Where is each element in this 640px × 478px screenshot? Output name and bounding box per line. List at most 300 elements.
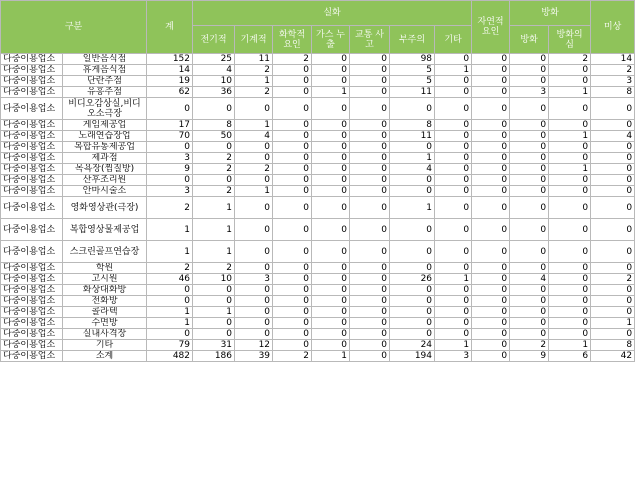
value-cell: 0	[235, 296, 273, 307]
value-cell: 0	[193, 98, 235, 120]
table-row	[1, 153, 635, 164]
value-cell: 0	[472, 241, 510, 263]
value-cell: 0	[390, 98, 435, 120]
gas-leak-header: 가스 누출	[312, 26, 350, 54]
table-row	[1, 164, 635, 175]
value-cell: 0	[350, 164, 390, 175]
table-row	[1, 175, 635, 186]
row-group-cell: 다중이용업소	[1, 219, 63, 241]
value-cell: 1	[235, 186, 273, 197]
value-cell: 0	[472, 219, 510, 241]
value-cell: 5	[390, 65, 435, 76]
value-cell: 0	[472, 131, 510, 142]
row-group-cell: 다중이용업소	[1, 285, 63, 296]
value-cell: 0	[591, 197, 635, 219]
value-cell: 24	[390, 340, 435, 351]
value-cell: 0	[193, 285, 235, 296]
fire-group-header: 실화	[193, 1, 472, 26]
value-cell: 0	[147, 142, 193, 153]
value-cell: 2	[193, 186, 235, 197]
value-cell: 0	[549, 197, 591, 219]
row-group-cell: 다중이용업소	[1, 164, 63, 175]
value-cell: 4	[390, 164, 435, 175]
value-cell: 2	[147, 197, 193, 219]
value-cell: 0	[312, 285, 350, 296]
value-cell: 0	[472, 329, 510, 340]
value-cell: 4	[510, 274, 549, 285]
value-cell: 0	[549, 318, 591, 329]
value-cell: 26	[390, 274, 435, 285]
value-cell: 0	[312, 318, 350, 329]
value-cell: 0	[350, 131, 390, 142]
value-cell: 0	[312, 175, 350, 186]
chemical-header: 화학적 요인	[273, 26, 312, 54]
value-cell: 0	[350, 351, 390, 362]
value-cell: 39	[235, 351, 273, 362]
row-category-cell: 스크린골프연습장	[63, 241, 147, 263]
table-row	[1, 340, 635, 351]
value-cell: 0	[273, 263, 312, 274]
value-cell: 9	[147, 164, 193, 175]
value-cell: 2	[235, 164, 273, 175]
value-cell: 2	[591, 274, 635, 285]
row-category-cell: 유흥주점	[63, 87, 147, 98]
total-header: 계	[147, 1, 193, 54]
value-cell: 0	[390, 296, 435, 307]
value-cell: 0	[472, 175, 510, 186]
traffic-accident-header: 교통 사고	[350, 26, 390, 54]
row-category-cell: 일반음식점	[63, 54, 147, 65]
value-cell: 0	[312, 274, 350, 285]
value-cell: 4	[235, 131, 273, 142]
value-cell: 0	[472, 307, 510, 318]
value-cell: 0	[549, 274, 591, 285]
table-row	[1, 219, 635, 241]
table-row	[1, 263, 635, 274]
value-cell: 0	[549, 219, 591, 241]
value-cell: 2	[591, 65, 635, 76]
value-cell: 0	[147, 285, 193, 296]
value-cell: 1	[435, 340, 472, 351]
row-category-cell: 단란주점	[63, 76, 147, 87]
value-cell: 1	[147, 318, 193, 329]
value-cell: 0	[235, 329, 273, 340]
value-cell: 0	[472, 76, 510, 87]
value-cell: 0	[472, 197, 510, 219]
value-cell: 1	[549, 164, 591, 175]
value-cell: 2	[235, 65, 273, 76]
table-row	[1, 197, 635, 219]
value-cell: 11	[390, 87, 435, 98]
other-header: 기타	[435, 26, 472, 54]
value-cell: 8	[591, 87, 635, 98]
row-category-cell: 콜라텍	[63, 307, 147, 318]
value-cell: 0	[435, 219, 472, 241]
table-row	[1, 76, 635, 87]
value-cell: 5	[390, 76, 435, 87]
value-cell: 0	[435, 307, 472, 318]
value-cell: 0	[549, 98, 591, 120]
row-group-cell: 다중이용업소	[1, 98, 63, 120]
value-cell: 2	[147, 263, 193, 274]
value-cell: 1	[549, 131, 591, 142]
value-cell: 0	[273, 87, 312, 98]
value-cell: 50	[193, 131, 235, 142]
value-cell: 0	[549, 296, 591, 307]
row-group-cell: 다중이용업소	[1, 263, 63, 274]
row-group-cell: 다중이용업소	[1, 318, 63, 329]
value-cell: 0	[350, 296, 390, 307]
value-cell: 0	[510, 241, 549, 263]
value-cell: 1	[435, 274, 472, 285]
row-group-cell: 다중이용업소	[1, 87, 63, 98]
value-cell: 0	[549, 263, 591, 274]
value-cell: 0	[591, 120, 635, 131]
value-cell: 0	[591, 186, 635, 197]
value-cell: 14	[147, 65, 193, 76]
value-cell: 2	[193, 164, 235, 175]
value-cell: 0	[435, 186, 472, 197]
value-cell: 0	[193, 175, 235, 186]
row-group-cell: 다중이용업소	[1, 142, 63, 153]
value-cell: 3	[591, 76, 635, 87]
value-cell: 0	[472, 153, 510, 164]
value-cell: 1	[147, 219, 193, 241]
row-category-cell: 화상대화방	[63, 285, 147, 296]
value-cell: 0	[350, 274, 390, 285]
row-group-cell: 다중이용업소	[1, 186, 63, 197]
row-group-cell: 다중이용업소	[1, 120, 63, 131]
value-cell: 0	[350, 285, 390, 296]
value-cell: 0	[273, 153, 312, 164]
value-cell: 0	[273, 274, 312, 285]
value-cell: 0	[510, 296, 549, 307]
value-cell: 0	[435, 175, 472, 186]
row-group-cell: 다중이용업소	[1, 175, 63, 186]
value-cell: 3	[510, 87, 549, 98]
mechanical-header: 기계적	[235, 26, 273, 54]
value-cell: 36	[193, 87, 235, 98]
value-cell: 0	[591, 329, 635, 340]
value-cell: 0	[390, 318, 435, 329]
value-cell: 1	[235, 120, 273, 131]
value-cell: 0	[435, 329, 472, 340]
value-cell: 0	[510, 318, 549, 329]
value-cell: 0	[510, 307, 549, 318]
value-cell: 0	[312, 329, 350, 340]
value-cell: 0	[273, 131, 312, 142]
value-cell: 482	[147, 351, 193, 362]
value-cell: 0	[350, 219, 390, 241]
value-cell: 0	[350, 329, 390, 340]
value-cell: 0	[510, 285, 549, 296]
value-cell: 0	[435, 318, 472, 329]
value-cell: 0	[235, 153, 273, 164]
value-cell: 0	[435, 296, 472, 307]
value-cell: 1	[147, 241, 193, 263]
unknown-header: 미상	[591, 1, 635, 54]
value-cell: 6	[549, 351, 591, 362]
value-cell: 9	[510, 351, 549, 362]
value-cell: 0	[435, 131, 472, 142]
table-body	[1, 54, 635, 362]
value-cell: 0	[350, 340, 390, 351]
row-category-cell: 게임제공업	[63, 120, 147, 131]
value-cell: 0	[591, 296, 635, 307]
value-cell: 2	[193, 263, 235, 274]
value-cell: 0	[312, 164, 350, 175]
table-row	[1, 98, 635, 120]
table-header	[1, 1, 635, 54]
value-cell: 0	[273, 329, 312, 340]
value-cell: 194	[390, 351, 435, 362]
value-cell: 0	[235, 175, 273, 186]
value-cell: 0	[147, 98, 193, 120]
value-cell: 0	[591, 285, 635, 296]
value-cell: 0	[435, 197, 472, 219]
value-cell: 0	[235, 197, 273, 219]
value-cell: 19	[147, 76, 193, 87]
table-row	[1, 329, 635, 340]
row-group-cell: 다중이용업소	[1, 307, 63, 318]
value-cell: 8	[390, 120, 435, 131]
value-cell: 0	[273, 340, 312, 351]
value-cell: 0	[435, 120, 472, 131]
value-cell: 0	[549, 153, 591, 164]
row-group-cell: 다중이용업소	[1, 65, 63, 76]
row-group-cell: 다중이용업소	[1, 329, 63, 340]
value-cell: 0	[235, 219, 273, 241]
value-cell: 0	[350, 120, 390, 131]
value-cell: 0	[193, 329, 235, 340]
value-cell: 0	[591, 263, 635, 274]
row-category-cell: 전화방	[63, 296, 147, 307]
value-cell: 0	[350, 98, 390, 120]
value-cell: 0	[312, 65, 350, 76]
row-category-cell: 휴게음식점	[63, 65, 147, 76]
value-cell: 0	[350, 153, 390, 164]
value-cell: 0	[510, 175, 549, 186]
value-cell: 0	[350, 186, 390, 197]
value-cell: 12	[235, 340, 273, 351]
value-cell: 0	[591, 153, 635, 164]
value-cell: 0	[510, 164, 549, 175]
table-row	[1, 54, 635, 65]
row-category-cell: 기타	[63, 340, 147, 351]
value-cell: 0	[147, 175, 193, 186]
value-cell: 0	[549, 241, 591, 263]
value-cell: 0	[390, 285, 435, 296]
natural-cause-header: 자연적 요인	[472, 1, 510, 54]
value-cell: 0	[312, 76, 350, 87]
value-cell: 3	[435, 351, 472, 362]
value-cell: 0	[273, 120, 312, 131]
value-cell: 0	[472, 285, 510, 296]
row-group-cell: 다중이용업소	[1, 274, 63, 285]
value-cell: 0	[549, 142, 591, 153]
value-cell: 0	[472, 142, 510, 153]
value-cell: 1	[390, 197, 435, 219]
value-cell: 0	[435, 153, 472, 164]
value-cell: 0	[510, 197, 549, 219]
value-cell: 1	[312, 87, 350, 98]
value-cell: 0	[312, 131, 350, 142]
row-category-cell: 실내사격장	[63, 329, 147, 340]
value-cell: 0	[472, 318, 510, 329]
value-cell: 1	[549, 87, 591, 98]
table-row	[1, 318, 635, 329]
value-cell: 0	[591, 175, 635, 186]
table-row	[1, 274, 635, 285]
value-cell: 0	[549, 120, 591, 131]
value-cell: 3	[147, 153, 193, 164]
value-cell: 0	[235, 318, 273, 329]
row-category-cell: 산후조리원	[63, 175, 147, 186]
row-group-cell: 다중이용업소	[1, 340, 63, 351]
value-cell: 3	[147, 186, 193, 197]
value-cell: 1	[235, 76, 273, 87]
value-cell: 0	[435, 241, 472, 263]
value-cell: 2	[510, 340, 549, 351]
value-cell: 0	[510, 186, 549, 197]
value-cell: 0	[390, 263, 435, 274]
value-cell: 0	[472, 296, 510, 307]
value-cell: 0	[273, 142, 312, 153]
value-cell: 0	[390, 307, 435, 318]
value-cell: 0	[273, 318, 312, 329]
value-cell: 2	[235, 87, 273, 98]
row-group-cell: 다중이용업소	[1, 76, 63, 87]
value-cell: 0	[510, 329, 549, 340]
value-cell: 0	[312, 98, 350, 120]
row-group-cell: 다중이용업소	[1, 131, 63, 142]
value-cell: 0	[510, 153, 549, 164]
value-cell: 0	[273, 241, 312, 263]
row-group-cell: 다중이용업소	[1, 296, 63, 307]
value-cell: 0	[235, 285, 273, 296]
value-cell: 0	[312, 54, 350, 65]
value-cell: 25	[193, 54, 235, 65]
value-cell: 0	[312, 153, 350, 164]
value-cell: 2	[273, 54, 312, 65]
value-cell: 0	[549, 186, 591, 197]
value-cell: 0	[312, 307, 350, 318]
value-cell: 0	[193, 296, 235, 307]
value-cell: 0	[510, 76, 549, 87]
value-cell: 0	[510, 65, 549, 76]
value-cell: 0	[273, 76, 312, 87]
value-cell: 0	[273, 285, 312, 296]
value-cell: 0	[591, 307, 635, 318]
category-header: 구분	[1, 1, 147, 54]
value-cell: 11	[390, 131, 435, 142]
value-cell: 0	[472, 351, 510, 362]
value-cell: 0	[147, 329, 193, 340]
value-cell: 0	[350, 87, 390, 98]
row-category-cell: 영화영상관(극장)	[63, 197, 147, 219]
row-category-cell: 안마시술소	[63, 186, 147, 197]
value-cell: 98	[390, 54, 435, 65]
table-row	[1, 131, 635, 142]
value-cell: 0	[350, 307, 390, 318]
value-cell: 0	[549, 76, 591, 87]
value-cell: 4	[591, 131, 635, 142]
value-cell: 0	[591, 164, 635, 175]
row-category-cell: 고시원	[63, 274, 147, 285]
value-cell: 0	[350, 318, 390, 329]
row-category-cell: 노래연습장업	[63, 131, 147, 142]
value-cell: 2	[273, 351, 312, 362]
table-row	[1, 87, 635, 98]
value-cell: 0	[472, 340, 510, 351]
table-row	[1, 296, 635, 307]
row-group-cell: 다중이용업소	[1, 351, 63, 362]
value-cell: 1	[390, 153, 435, 164]
value-cell: 0	[435, 76, 472, 87]
value-cell: 0	[390, 175, 435, 186]
value-cell: 4	[193, 65, 235, 76]
row-category-cell: 제과점	[63, 153, 147, 164]
value-cell: 0	[312, 142, 350, 153]
value-cell: 1	[193, 197, 235, 219]
value-cell: 1	[312, 351, 350, 362]
value-cell: 0	[350, 54, 390, 65]
row-group-cell: 다중이용업소	[1, 197, 63, 219]
table-row	[1, 351, 635, 362]
table-row	[1, 120, 635, 131]
value-cell: 1	[193, 307, 235, 318]
value-cell: 8	[591, 340, 635, 351]
row-category-cell: 복합영상물제공업	[63, 219, 147, 241]
value-cell: 31	[193, 340, 235, 351]
row-category-cell: 목욕장(찜질방)	[63, 164, 147, 175]
value-cell: 186	[193, 351, 235, 362]
value-cell: 1	[549, 340, 591, 351]
value-cell: 1	[193, 241, 235, 263]
value-cell: 0	[435, 142, 472, 153]
value-cell: 70	[147, 131, 193, 142]
arson-header: 방화	[510, 26, 549, 54]
value-cell: 0	[510, 219, 549, 241]
value-cell: 0	[193, 318, 235, 329]
value-cell: 3	[235, 274, 273, 285]
value-cell: 11	[235, 54, 273, 65]
value-cell: 0	[472, 98, 510, 120]
value-cell: 0	[273, 219, 312, 241]
value-cell: 0	[273, 175, 312, 186]
table-row	[1, 142, 635, 153]
value-cell: 17	[147, 120, 193, 131]
value-cell: 0	[390, 142, 435, 153]
value-cell: 0	[390, 219, 435, 241]
value-cell: 0	[472, 164, 510, 175]
value-cell: 0	[193, 142, 235, 153]
row-category-cell: 학원	[63, 263, 147, 274]
value-cell: 0	[472, 54, 510, 65]
value-cell: 1	[147, 307, 193, 318]
value-cell: 0	[510, 54, 549, 65]
value-cell: 0	[273, 65, 312, 76]
value-cell: 0	[510, 120, 549, 131]
value-cell: 152	[147, 54, 193, 65]
row-category-cell: 비디오감상실,비디오소극장	[63, 98, 147, 120]
value-cell: 0	[435, 87, 472, 98]
value-cell: 2	[549, 54, 591, 65]
value-cell: 0	[312, 340, 350, 351]
value-cell: 0	[435, 54, 472, 65]
value-cell: 1	[193, 219, 235, 241]
row-category-cell: 소계	[63, 351, 147, 362]
